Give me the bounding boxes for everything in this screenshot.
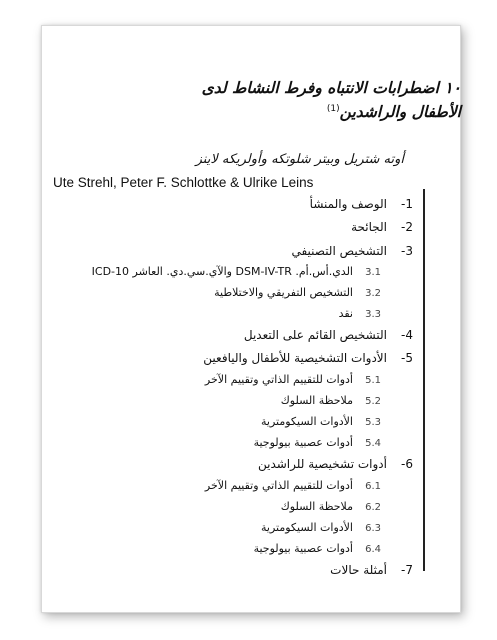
authors-arabic: أوته شتريل وبيتر شلوتكه وأولريكه لاينز bbox=[195, 152, 404, 167]
toc-subitem bbox=[281, 500, 381, 513]
toc-number: 6- bbox=[401, 457, 413, 471]
toc-label: التشخيص التفريقي والاختلاطية bbox=[214, 286, 353, 299]
toc-number: 6.3 bbox=[365, 523, 381, 534]
toc-number: 3.1 bbox=[365, 267, 381, 278]
toc-label: التشخيص التصنيفي bbox=[291, 244, 387, 258]
toc-subitem bbox=[281, 394, 381, 407]
title-footnote: (1) bbox=[326, 103, 340, 114]
toc-label: أمثلة حالات bbox=[330, 563, 387, 577]
toc-subitem bbox=[254, 542, 381, 555]
toc-label: أدوات للتقييم الذاتي وتقييم الآخر bbox=[204, 373, 353, 386]
toc-number: 6.2 bbox=[365, 502, 381, 513]
toc-number: 6.1 bbox=[365, 481, 381, 492]
toc-subitem bbox=[205, 373, 381, 386]
toc-subitem bbox=[261, 521, 381, 534]
toc-label: أدوات تشخيصية للراشدين bbox=[257, 457, 387, 471]
toc-number: 1- bbox=[401, 197, 413, 211]
toc-label: الوصف والمنشأ bbox=[309, 197, 387, 211]
toc-number: 4- bbox=[401, 328, 413, 342]
toc-item bbox=[244, 328, 413, 342]
toc-vertical-rule bbox=[423, 189, 425, 571]
toc-label: أدوات عصبية بيولوجية bbox=[253, 542, 353, 555]
toc-subitem bbox=[339, 307, 381, 320]
toc-label: ملاحظة السلوك bbox=[280, 394, 353, 407]
toc-label: أدوات عصبية بيولوجية bbox=[253, 436, 353, 449]
toc-item bbox=[351, 220, 413, 234]
toc-subitem bbox=[261, 415, 381, 428]
toc-subitem bbox=[254, 436, 381, 449]
toc-number: 7- bbox=[401, 563, 413, 577]
toc-number: 3.2 bbox=[365, 288, 381, 299]
toc-label: الأدوات السيكومترية bbox=[261, 521, 353, 534]
toc-item bbox=[310, 197, 413, 211]
toc-item bbox=[258, 457, 413, 471]
authors-latin: Ute Strehl, Peter F. Schlottke & Ulrike Leins bbox=[53, 175, 314, 190]
toc-number: 5.4 bbox=[365, 438, 381, 449]
page-number: ١٠ bbox=[444, 79, 461, 97]
toc-label: الجائحة bbox=[351, 220, 387, 234]
toc-number: 6.4 bbox=[365, 544, 381, 555]
chapter-title-line1 bbox=[202, 79, 461, 97]
toc-subitem bbox=[92, 265, 381, 278]
toc-number: 3.3 bbox=[365, 309, 381, 320]
title-text-1: اضطرابات الانتباه وفرط النشاط لدى bbox=[201, 79, 439, 97]
toc-subitem bbox=[214, 286, 381, 299]
toc-label: أدوات للتقييم الذاتي وتقييم الآخر bbox=[204, 479, 353, 492]
toc-item bbox=[203, 351, 413, 365]
toc-item bbox=[291, 244, 413, 258]
toc-label: التشخيص القائم على التعديل bbox=[243, 328, 387, 342]
toc-number: 3- bbox=[401, 244, 413, 258]
toc-label: الدي.أس.أم. DSM-IV-TR والآي.سي.دي. العاشر ICD-10 bbox=[91, 265, 353, 278]
toc-label: نقد bbox=[338, 307, 353, 320]
toc-item bbox=[330, 563, 413, 577]
toc-label: الأدوات التشخيصية للأطفال واليافعين bbox=[203, 351, 387, 365]
toc-number: 5- bbox=[401, 351, 413, 365]
toc-number: 5.3 bbox=[365, 417, 381, 428]
toc-number: 5.2 bbox=[365, 396, 381, 407]
toc-label: ملاحظة السلوك bbox=[280, 500, 353, 513]
toc-label: الأدوات السيكومترية bbox=[261, 415, 353, 428]
toc-number: 5.1 bbox=[365, 375, 381, 386]
toc-number: 2- bbox=[401, 220, 413, 234]
title-text-2: الأطفال والراشدين bbox=[339, 103, 461, 121]
chapter-title-line2 bbox=[327, 103, 461, 121]
toc-subitem bbox=[205, 479, 381, 492]
